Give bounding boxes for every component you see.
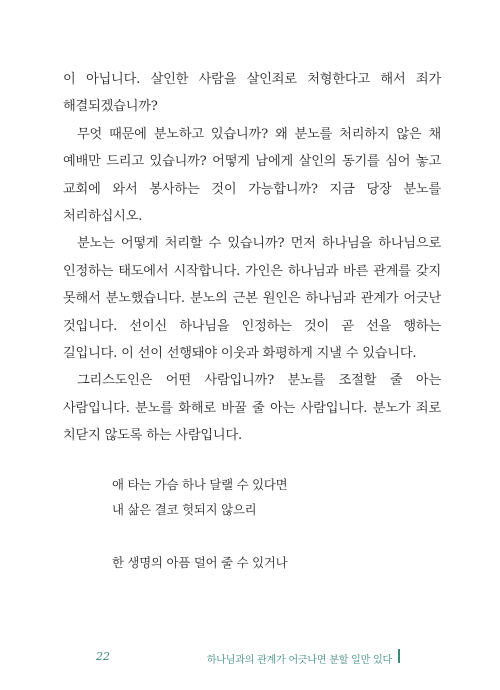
footer-divider xyxy=(398,649,400,663)
poem-line-3: 한 생명의 아픔 덜어 줄 수 있거나 xyxy=(112,555,288,570)
body-text xyxy=(63,66,441,450)
page-number: 22 xyxy=(96,650,110,663)
poem-line-1: 애 타는 가슴 하나 달랠 수 있다면 xyxy=(112,477,288,492)
paragraph-2: 무엇 때문에 분노하고 있습니까? 왜 분노를 처리하지 않은 채 예배만 드리고 있습니까? 어떻게 남에게 살인의 동기를 심어 놓고 교회에 와서 봉사하는 것이 가능합니까? 지금 당장 분노를 처리하십시오. xyxy=(63,126,441,225)
paragraph-1: 이 아닙니다. 살인한 사람을 살인죄로 처형한다고 해서 죄가 해결되겠습니까? xyxy=(63,72,441,115)
paragraph-3: 분노는 어떻게 처리할 수 있습니까? 먼저 하나님을 하나님으로 인정하는 태도에서 시작합니다. 가인은 하나님과 바른 관계를 갖지 못해서 분노했습니다. 분노의 근본 원인은 하나님과 관계가 어긋난 것입니다. 선이신 하나님을 인정하는 것이 곧 선을 행하는 길입니다. 이 선이 선행돼야 이웃과 화평하게 지낼 수 있습니다. xyxy=(63,236,441,362)
page-footer xyxy=(0,650,500,670)
paragraph-4: 그리스도인은 어떤 사람입니까? 분노를 조절할 줄 아는 사람입니다. 분노를 화해로 바꿀 줄 아는 사람입니다. 분노가 죄로 치닫지 않도록 하는 사람입니다. xyxy=(63,373,441,444)
poem-quote xyxy=(112,472,412,575)
poem-line-2: 내 삶은 결코 헛되지 않으리 xyxy=(112,502,257,517)
stanza-gap xyxy=(112,522,412,550)
running-head: 하나님과의 관계가 어긋나면 분할 일만 있다 xyxy=(206,655,392,666)
